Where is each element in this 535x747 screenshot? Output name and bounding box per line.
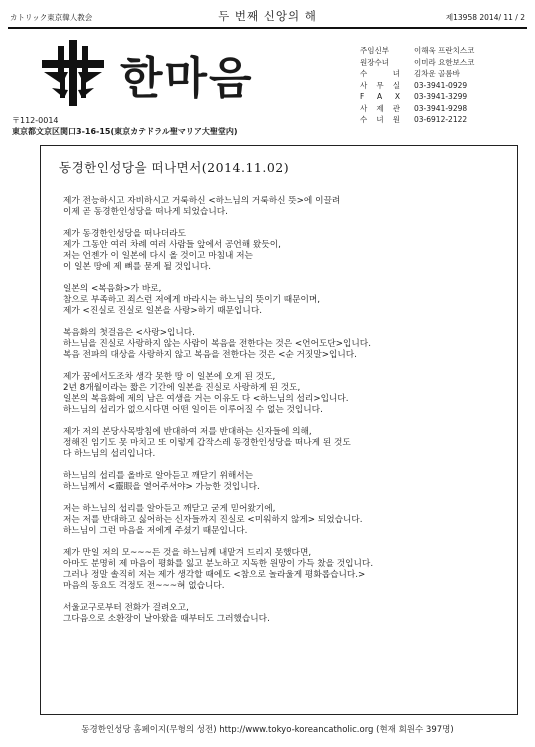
article-line: 저는 언젠가 이 일본에 다시 올 것이고 마침내 저는 [63,251,253,261]
article-line: 마음의 동요도 걱정도 전~~~혀 없습니다. [63,581,225,591]
article-paragraph [63,603,507,625]
staff-label: 주임신부 [360,46,389,55]
article-line: 복음화의 첫걸음은 <사랑>입니다. [63,328,195,338]
article-paragraph [63,229,507,273]
article-line: 그다음으로 소환장이 날아왔을 때부터도 그러했습니다. [63,614,270,624]
address-block [12,115,238,137]
article-line: 제가 꿈에서도조차 생각 못한 땅 이 일본에 오게 된 것도, [63,372,276,382]
article-line: 제가 그동안 여러 차례 여러 사람들 앞에서 공언해 왔듯이, [63,240,281,250]
article-title: 동경한인성당을 떠나면서(2014.11.02) [59,160,290,175]
article-line: 저는 저를 반대하고 싫어하는 신자들까지 진실로 <미워하지 않게> 되었습니다. [63,515,363,525]
article-line: 다 하느님의 섭리입니다. [63,449,156,459]
article-line: 하느님의 섭리를 올바로 알아듣고 깨닫기 위해서는 [63,471,254,481]
article-paragraph [63,427,507,460]
year-motto: 두 번째 신앙의 해 [218,9,317,23]
article-line: 하느님의 섭리가 없으시다면 어떤 일이든 이루어질 수 없는 것입니다. [63,405,323,415]
org-name: カトリック東京韓人教会 [10,13,93,22]
article-line: 참으로 부족하고 죄스런 저에게 바라시는 하느님의 뜻이기 때문이며, [63,295,321,305]
staff-label: 수 녀 원 [360,115,400,124]
article-box [40,145,518,715]
article-line: 제가 전능하시고 자비하시고 거룩하신 <하느님의 거룩하신 뜻>에 이끌려 [63,196,341,206]
article-paragraph [63,548,507,592]
article-paragraph [63,372,507,416]
staff-value: 이미라 요한보스코 [414,57,475,67]
staff-row [360,91,474,103]
article-line: 정해진 임기도 못 마치고 또 이렇게 갑작스레 동경한인성당을 떠나게 된 것도 [63,438,351,448]
staff-row [360,114,474,126]
article-line: 제가 저의 본당사목방침에 반대하여 저를 반대하는 신자들에 의해, [63,427,312,437]
article-line: 제가 <진실로 진실로 일본을 사랑>하기 때문입니다. [63,306,262,316]
article-paragraph [63,328,507,361]
article-line: 복음 전파의 대상을 사랑하지 않고 복음을 전한다는 것은 <순 거짓말>입니다. [63,350,357,360]
staff-row [360,45,474,57]
staff-value: 03-3941-0929 [414,80,468,90]
staff-label: F A X [360,92,400,101]
article-body [63,196,507,636]
issue-info: 제13958 2014/ 11 / 2 [445,13,525,22]
article-line: 2년 8개월이라는 짧은 기간에 일본을 진실로 사랑하게 된 것도, [63,383,301,393]
article-paragraph [63,284,507,317]
article-line: 이 일본 땅에 제 뼈를 묻게 될 것입니다. [63,262,211,272]
staff-value: 김차운 골롬바 [414,69,460,78]
article-paragraph [63,471,507,493]
article-line: 하느님이 그런 마음을 저에게 주셨기 때문입니다. [63,526,248,536]
staff-value: 이해욱 프란치스코 [414,46,475,55]
staff-label: 원장수녀 [360,57,389,67]
article-line: 하느님께서 <靈眼을 열어주셔야> 가능한 것입니다. [63,482,260,492]
staff-row [360,80,474,92]
staff-label: 수 녀 [360,69,400,78]
address-line: 東京都文京区関口3-16-15(東京カテドラル聖マリア大聖堂内) [12,127,238,136]
footer-text: 동경한인성당 홈페이지(무형의 성전) http://www.tokyo-koreancatholic.org (현재 회원수 397명) [81,725,454,735]
postal-code: 〒112-0014 [12,116,59,125]
staff-row [360,57,474,69]
staff-row [360,68,474,80]
article-line: 제가 동경한인성당을 떠나더라도 [63,229,187,239]
staff-info [360,45,474,126]
staff-label: 사 제 관 [360,103,400,113]
article-line: 제가 만일 저의 모~~~든 것을 하느님께 내맡겨 드리지 못했다면, [63,548,312,558]
article-paragraph [63,196,507,218]
header-divider [8,27,527,29]
staff-row [360,103,474,115]
article-line: 그러나 정말 솔직히 저는 제가 생각할 때에도 <참으로 놀라울게 평화롭습니다.> [63,570,366,580]
masthead-title: 한마음 [120,53,254,104]
article-paragraph [63,504,507,537]
article-line: 저는 하느님의 섭리를 알아듣고 깨닫고 굳게 믿어왔기에, [63,504,276,514]
church-emblem-icon [38,38,108,108]
staff-value: 03-6912-2122 [414,115,468,124]
staff-value: 03-3941-3299 [414,92,468,101]
staff-value: 03-3941-9298 [414,103,468,113]
staff-label: 사 무 실 [360,80,400,90]
article-line: 아마도 분명히 제 마음이 평화를 잃고 분노하고 지독한 원망이 가득 찼을 것입니다. [63,559,374,569]
article-line: 일본의 <복음화>가 바로, [63,284,162,294]
article-line: 이제 곧 동경한인성당을 떠나게 되었습니다. [63,207,228,217]
article-line: 하느님을 진실로 사랑하지 않는 사람이 복음을 전한다는 것은 <언어도단>입니다. [63,339,371,349]
article-line: 일본의 복음화에 제의 남은 여생을 거는 이유도 다 <하느님의 섭리>입니다. [63,394,349,404]
article-line: 서울교구로부터 전화가 걸려오고, [63,603,189,613]
